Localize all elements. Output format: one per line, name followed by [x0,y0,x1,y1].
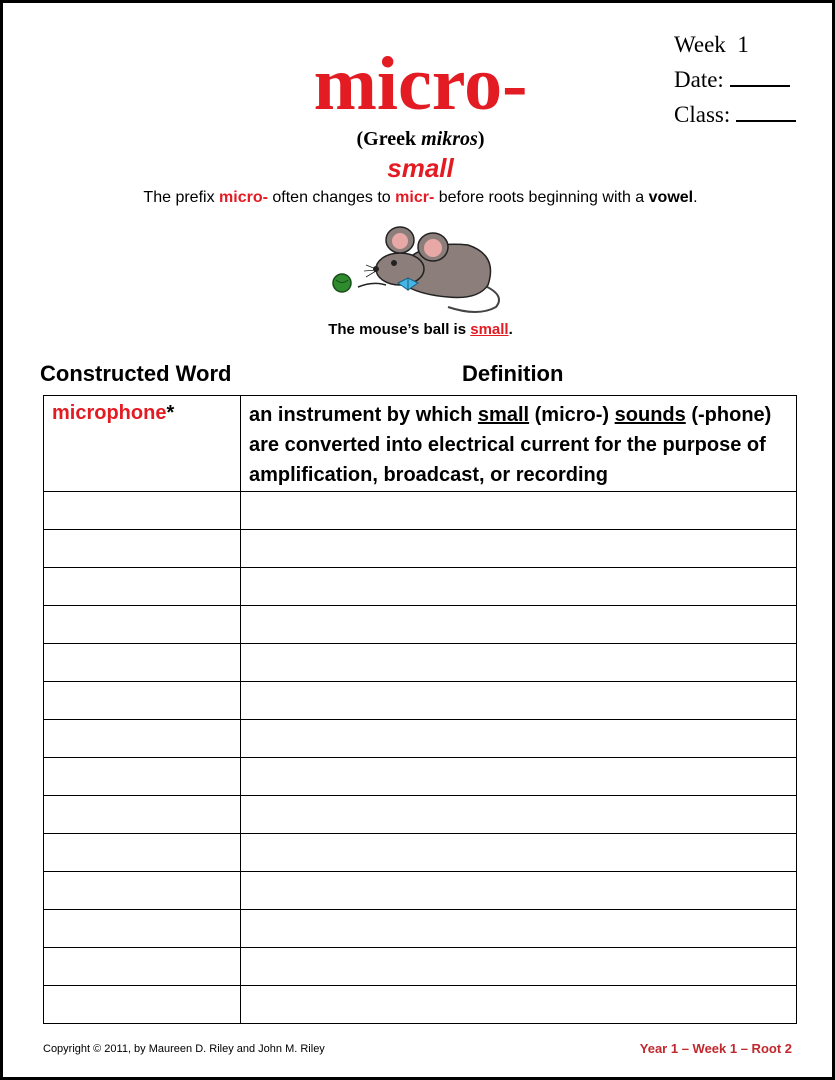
word-cell[interactable] [44,948,241,986]
definition-cell[interactable] [241,568,797,606]
illustration-caption [3,321,835,338]
word-cell[interactable] [44,758,241,796]
word-cell[interactable] [44,606,241,644]
prefix-origin [3,128,835,151]
caption-start: The mouse’s ball is [328,321,467,338]
def-u2: sounds [614,404,686,426]
word-cell[interactable] [44,910,241,948]
definition-cell[interactable] [241,682,797,720]
rule-emphasis: vowel [648,189,694,206]
example-marker: * [166,402,175,424]
example-word [44,396,240,425]
column-header-definition: Definition [462,361,564,386]
definition-cell[interactable] [241,606,797,644]
table-row [44,796,797,834]
definition-cell[interactable] [241,396,797,492]
origin-prefix: (Greek [356,128,417,150]
origin-suffix: ) [477,128,485,150]
definition-cell[interactable] [241,834,797,872]
unit-reference: Year 1 – Week 1 – Root 2 [639,1041,792,1056]
column-header-word: Constructed Word [40,361,232,386]
definition-cell[interactable] [241,492,797,530]
word-cell[interactable] [44,834,241,872]
example-definition [241,396,796,490]
vocabulary-table [43,395,797,1024]
word-cell[interactable] [44,682,241,720]
definition-cell[interactable] [241,530,797,568]
week-number: 1 [737,32,749,57]
caption-word: small [470,321,509,338]
rule-variant: micr- [395,189,435,206]
definition-cell[interactable] [241,986,797,1024]
table-row [44,758,797,796]
table-row [44,872,797,910]
table-row [44,986,797,1024]
rule-prefix: micro- [219,189,268,206]
word-cell[interactable] [44,568,241,606]
definition-cell[interactable] [241,720,797,758]
def-part1: an instrument by which [249,404,473,426]
table-row [44,530,797,568]
def-u1: small [477,404,530,426]
date-label: Date: [674,67,724,92]
table-row [44,606,797,644]
word-cell[interactable] [44,492,241,530]
table-row [44,492,797,530]
def-part3: (-phone) are converted into electrical current for the purpose of amplification, broadcast, or recording [249,404,772,486]
word-cell[interactable] [44,796,241,834]
word-cell[interactable] [44,396,241,492]
table-row [44,682,797,720]
definition-cell[interactable] [241,758,797,796]
table-row [44,644,797,682]
definition-cell[interactable] [241,948,797,986]
rule-end: . [693,189,698,206]
rule-part2: often changes to [272,189,391,206]
definition-cell[interactable] [241,872,797,910]
table-row [44,568,797,606]
rule-part3: before roots beginning with a [438,189,645,206]
definition-cell[interactable] [241,644,797,682]
spelling-rule [3,189,835,207]
word-cell[interactable] [44,872,241,910]
definition-cell[interactable] [241,910,797,948]
word-cell[interactable] [44,644,241,682]
mouse-with-ball-icon [328,225,513,320]
def-part2: (micro-) [534,404,610,426]
prefix-title: micro- [313,42,528,126]
example-word-text: microphone [52,402,167,424]
word-cell[interactable] [44,530,241,568]
table-row [44,948,797,986]
table-row [44,834,797,872]
origin-word: mikros [421,128,478,150]
class-label: Class: [674,102,731,127]
prefix-meaning: small [387,153,454,183]
definition-cell[interactable] [241,796,797,834]
word-cell[interactable] [44,720,241,758]
table-row-example [44,396,797,492]
rule-part1: The prefix [143,189,215,206]
word-cell[interactable] [44,986,241,1024]
caption-end: . [508,321,513,338]
copyright-text: Copyright © 2011, by Maureen D. Riley and John M. Riley [43,1043,325,1055]
week-label: Week [674,32,726,57]
table-row [44,910,797,948]
table-row [44,720,797,758]
